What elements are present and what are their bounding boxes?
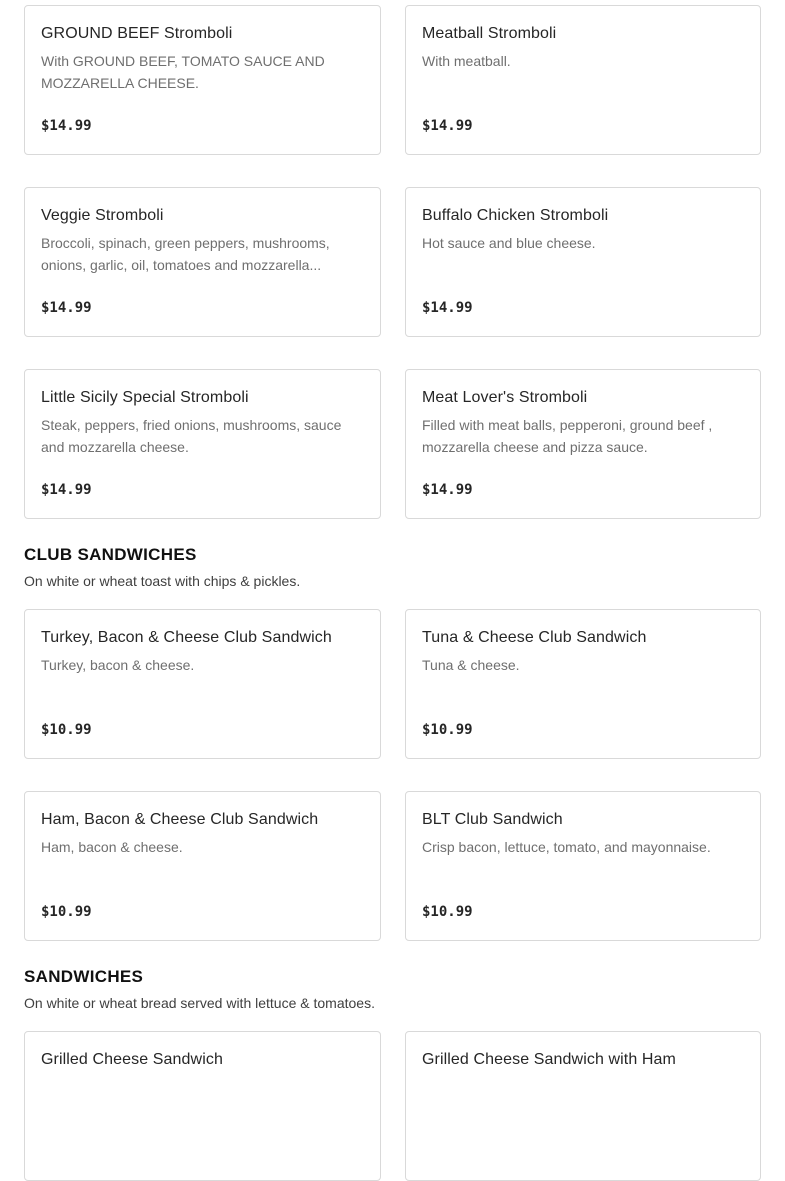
item-name: Tuna & Cheese Club Sandwich bbox=[422, 629, 647, 646]
menu-item-card[interactable] bbox=[405, 791, 761, 941]
item-name: Meat Lover's Stromboli bbox=[422, 389, 588, 406]
item-price: $14.99 bbox=[422, 118, 473, 134]
item-price: $10.99 bbox=[41, 722, 92, 738]
item-name: BLT Club Sandwich bbox=[422, 811, 563, 828]
item-name: Meatball Stromboli bbox=[422, 25, 557, 42]
item-name: Ham, Bacon & Cheese Club Sandwich bbox=[41, 811, 319, 828]
item-name: Grilled Cheese Sandwich bbox=[41, 1051, 223, 1068]
menu-item-card[interactable] bbox=[24, 1031, 381, 1181]
section-subtitle: On white or wheat toast with chips & pickles. bbox=[24, 573, 301, 589]
item-price: $14.99 bbox=[41, 118, 92, 134]
item-name: Turkey, Bacon & Cheese Club Sandwich bbox=[41, 629, 332, 646]
menu-item-card[interactable] bbox=[405, 187, 761, 337]
item-name: Veggie Stromboli bbox=[41, 207, 164, 224]
section-subtitle: On white or wheat bread served with lettuce & tomatoes. bbox=[24, 995, 375, 1011]
item-name: Grilled Cheese Sandwich with Ham bbox=[422, 1051, 676, 1068]
menu-item-card[interactable] bbox=[24, 369, 381, 519]
menu-item-card[interactable] bbox=[24, 609, 381, 759]
menu-item-card[interactable] bbox=[405, 5, 761, 155]
item-price: $10.99 bbox=[422, 904, 473, 920]
item-description: Tuna & cheese. bbox=[422, 657, 520, 673]
item-name: Buffalo Chicken Stromboli bbox=[422, 207, 609, 224]
item-description: Filled with meat balls, pepperoni, ground beef , mozzarella cheese and pizza sauce. bbox=[422, 417, 713, 455]
item-price: $14.99 bbox=[41, 300, 92, 316]
item-description: Broccoli, spinach, green peppers, mushrooms, onions, garlic, oil, tomatoes and mozzarella... bbox=[41, 235, 330, 273]
item-description: Turkey, bacon & cheese. bbox=[41, 657, 195, 673]
item-price: $10.99 bbox=[422, 722, 473, 738]
menu-item-card[interactable] bbox=[405, 369, 761, 519]
item-name: GROUND BEEF Stromboli bbox=[41, 25, 233, 42]
item-description: Hot sauce and blue cheese. bbox=[422, 235, 596, 251]
item-price: $10.99 bbox=[41, 904, 92, 920]
item-description: With GROUND BEEF, TOMATO SAUCE AND MOZZARELLA CHEESE. bbox=[41, 53, 325, 91]
item-name: Little Sicily Special Stromboli bbox=[41, 389, 249, 406]
menu-item-card[interactable] bbox=[405, 609, 761, 759]
menu-item-card[interactable] bbox=[24, 187, 381, 337]
menu-item-card[interactable] bbox=[405, 1031, 761, 1181]
item-price: $14.99 bbox=[422, 300, 473, 316]
item-description: With meatball. bbox=[422, 53, 511, 69]
menu-item-card[interactable] bbox=[24, 791, 381, 941]
item-price: $14.99 bbox=[41, 482, 92, 498]
item-price: $14.99 bbox=[422, 482, 473, 498]
item-description: Ham, bacon & cheese. bbox=[41, 839, 183, 855]
menu-item-card[interactable] bbox=[24, 5, 381, 155]
section-title: CLUB SANDWICHES bbox=[24, 545, 197, 564]
item-description: Crisp bacon, lettuce, tomato, and mayonnaise. bbox=[422, 839, 711, 855]
section-title: SANDWICHES bbox=[24, 967, 144, 986]
item-description: Steak, peppers, fried onions, mushrooms, sauce and mozzarella cheese. bbox=[41, 417, 342, 455]
